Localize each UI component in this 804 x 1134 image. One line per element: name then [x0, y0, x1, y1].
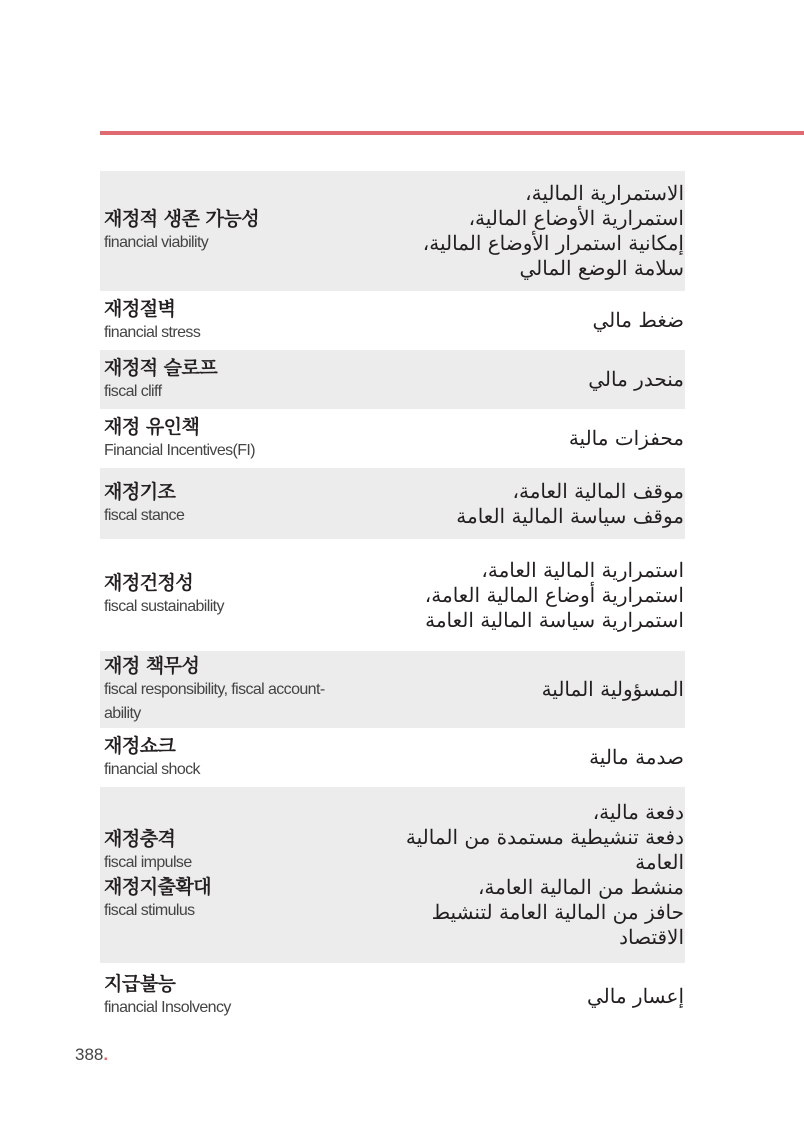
arabic-term: الاستمرارية المالية، استمرارية الأوضاع المالية، إمكانية استمرار الأوضاع المالية، سلامة الوضع المالي [422, 181, 684, 280]
page-number-value: 388 [75, 1045, 104, 1064]
english-term: financial viability [104, 234, 209, 251]
arabic-term: استمرارية المالية العامة، استمرارية أوضاع المالية العامة، استمرارية سياسة المالية العامة [424, 557, 684, 632]
term-cell [104, 734, 364, 782]
arabic-term: إعسار مالي [586, 983, 684, 1008]
english-term: fiscal responsibility, fiscal account-ability [104, 680, 325, 722]
english-term: Financial Incentives(FI) [104, 441, 255, 459]
arabic-term: المسؤولية المالية [541, 677, 684, 701]
korean-term: 재정적 생존 가능성 [104, 208, 260, 230]
korean-term: 재정 유인책 [104, 415, 200, 438]
arabic-term: ضغط مالي [592, 308, 684, 332]
english-term: financial shock [104, 760, 200, 778]
english-term: fiscal stance [104, 506, 185, 524]
arabic-term: صدمة مالية [589, 745, 684, 769]
term-cell [104, 972, 364, 1020]
table-row [100, 963, 685, 1029]
term-cell [104, 297, 364, 345]
korean-term: 재정건정성 [104, 572, 194, 594]
top-rule [100, 131, 804, 135]
korean-term: 지급불능 [104, 973, 176, 995]
table-row [100, 651, 685, 728]
english-term-secondary: fiscal stimulus [104, 902, 195, 919]
table-row [100, 787, 685, 963]
korean-term: 재정절벽 [104, 297, 176, 320]
english-term: financial Insolvency [104, 999, 231, 1016]
page-number-dot: . [103, 1045, 109, 1064]
table-row [100, 409, 685, 468]
term-cell [104, 480, 364, 528]
arabic-term: دفعة مالية، دفعة تنشيطية مستمدة من المالية العامة منشط من المالية العامة، حافز من المالية العامة لتنشيط الاقتصاد [405, 800, 684, 949]
term-cell [104, 356, 364, 404]
table-row [100, 350, 685, 409]
term-cell [104, 571, 364, 619]
table-row [100, 171, 685, 291]
korean-term: 재정쇼크 [104, 734, 176, 757]
arabic-term: محفزات مالية [568, 426, 684, 450]
korean-term: 재정 책무성 [104, 654, 200, 677]
english-term: fiscal sustainability [104, 598, 224, 615]
table-row [100, 291, 685, 350]
korean-term-secondary: 재정지출확대 [104, 876, 212, 898]
korean-term: 재정기조 [104, 480, 176, 503]
table-row [100, 468, 685, 539]
english-term: fiscal impulse [104, 854, 192, 871]
glossary-table [100, 171, 685, 1029]
term-cell [104, 827, 364, 923]
korean-term: 재정충격 [104, 828, 176, 850]
table-row [100, 539, 685, 651]
english-term: financial stress [104, 323, 201, 341]
page-number [75, 1045, 108, 1065]
english-term: fiscal cliff [104, 382, 162, 400]
arabic-term: موقف المالية العامة، موقف سياسة المالية العامة [456, 478, 684, 528]
korean-term: 재정적 슬로프 [104, 356, 218, 379]
arabic-term: منحدر مالي [588, 367, 684, 391]
term-cell [104, 207, 364, 255]
table-row [100, 728, 685, 787]
term-cell [104, 415, 364, 463]
term-cell [104, 654, 364, 726]
